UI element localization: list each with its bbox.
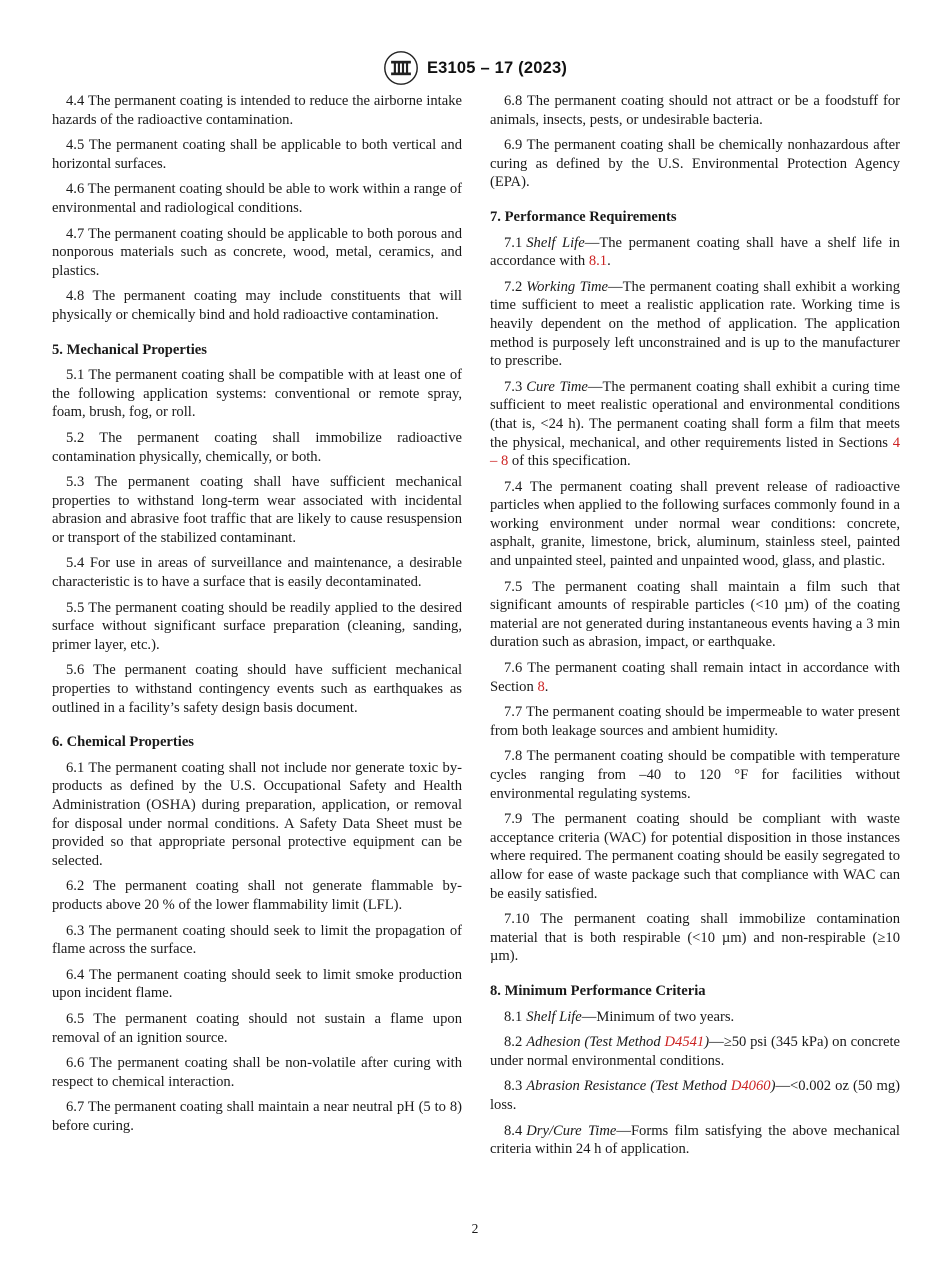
paragraph-6-7: 6.7 The permanent coating shall maintain a near neutral pH (5 to 8) before curing. [52,1099,462,1134]
paragraph-5-5: 5.5 The permanent coating should be readily applied to the desired surface without significant surface preparation (cleaning, sanding, primer layer, etc.). [52,599,462,653]
term: Dry/Cure Time [526,1122,617,1139]
paragraph-4-6: 4.6 The permanent coating should be able to work within a range of environmental and radiological conditions. [52,181,462,216]
term [526,1078,775,1094]
paragraph-text: —The permanent coating shall exhibit a curing time sufficient to meet realistic operational and environmental conditions (that is, <24 h). The permanent coating shall form a film that meets the physical, mechanical, and other requirements listed in Sections [490,378,900,451]
paragraph-text-end: of this specification. [508,453,631,470]
paragraph-6-9: 6.9 The permanent coating shall be chemically nonhazardous after curing as defined by the U.S. Environmental Protection Agency (EPA). [490,137,900,191]
paragraph-5-2: 5.2 The permanent coating shall immobilize radioactive contamination physically, chemically, or both. [52,429,462,465]
paragraph-6-4: 6.4 The permanent coating should seek to limit smoke production upon incident flame. [52,966,462,1002]
right-column [490,92,900,1166]
paragraph-text: —Forms film satisfying the above mechanical criteria within 24 h of application. [490,1122,900,1158]
paragraph-text: —≥50 psi (345 kPa) on concrete under normal environmental conditions. [490,1034,901,1069]
paragraph-7-5: 7.5 The permanent coating shall maintain a film such that significant amounts of respirable particles (<10 µm) of the coating material are not generated during instantaneous events having a 3 min duration such as abrasion, impact, or earthquake. [490,578,900,651]
page-number: 2 [471,1221,479,1236]
paragraph-number: 7.2 [504,278,523,295]
term: Shelf Life [526,1008,582,1025]
paragraph-number: 8.4 [504,1122,523,1139]
paragraph-text: 7.6 The permanent coating shall remain intact in accordance with Section [490,660,900,695]
term-text: Abrasion Resistance (Test Method [526,1078,731,1095]
paragraph-7-1 [490,234,900,271]
paragraph-8-2 [490,1033,900,1070]
term-text-end: ) [770,1078,776,1095]
standard-designation: E3105 – 17 (2023) [426,58,568,77]
term: Shelf Life [526,234,585,251]
section-link-8[interactable]: 8 [537,678,545,695]
paragraph-5-6: 5.6 The permanent coating should have sufficient mechanical properties to withstand contingency events such as earthquakes as outlined in a facility’s safety design basis document. [52,662,462,716]
paragraph-6-3: 6.3 The permanent coating should seek to limit the propagation of flame across the surface. [52,922,462,958]
paragraph-4-7: 4.7 The permanent coating should be applicable to both porous and nonporous materials such as concrete, wood, metal, ceramics, and plastics. [52,225,462,279]
section-link-8-1[interactable]: 8.1 [588,253,608,270]
paragraph-text: —Minimum of two years. [581,1008,735,1025]
paragraph-7-8: 7.8 The permanent coating should be compatible with temperature cycles ranging from –40 to 120 °F for facilities without environmental regulating systems. [490,748,900,802]
paragraph-8-3 [490,1077,900,1114]
paragraph-text: —The permanent coating shall exhibit a working time sufficient to meet a realistic application rate. Working time is heavily dependent on the method of application. The application method is purposely left unconstrained and is up to the manufacturer to prescribe. [490,278,900,370]
paragraph-number: 7.3 [504,378,523,395]
paragraph-6-6: 6.6 The permanent coating shall be non-volatile after curing with respect to chemical interaction. [52,1055,462,1090]
section-8-heading: 8. Minimum Performance Criteria [490,982,706,999]
paragraph-5-3: 5.3 The permanent coating shall have sufficient mechanical properties to withstand long-term wear associated with incidental abrasion and abrasive foot traffic that are likely to cause resuspension or transport of the stabilized contaminant. [52,474,462,546]
astm-logo-icon [383,50,419,86]
paragraph-4-4: 4.4 The permanent coating is intended to reduce the airborne intake hazards of the radioactive contamination. [52,93,462,128]
term-text: Adhesion (Test Method [526,1034,665,1051]
paragraph-4-8: 4.8 The permanent coating may include constituents that will physically or chemically bind and hold radioactive contamination. [52,288,462,323]
paragraph-6-5: 6.5 The permanent coating should not sustain a flame upon removal of an ignition source. [52,1010,462,1046]
paragraph-7-7: 7.7 The permanent coating should be impermeable to water present from both leakage sources and ambient humidity. [490,704,900,739]
term [526,1034,709,1050]
paragraph-7-10: 7.10 The permanent coating shall immobilize contamination material that is both respirable (<10 µm) and non-respirable (≥10 µm). [490,911,900,965]
paragraph-number: 8.1 [504,1008,523,1025]
left-column [52,92,462,1143]
paragraph-text-end: . [607,253,611,270]
page-header [0,48,950,88]
paragraph-5-1: 5.1 The permanent coating shall be compatible with at least one of the following application systems: conventional or remote spray, foam, brush, fog, or roll. [52,367,462,421]
standard-link-d4060[interactable]: D4060 [730,1078,771,1095]
paragraph-7-6 [490,659,900,696]
paragraph-6-8: 6.8 The permanent coating should not attract or be a foodstuff for animals, insects, pests, or undesirable bacteria. [490,93,900,128]
section-6-heading: 6. Chemical Properties [52,734,194,751]
section-link-4-8[interactable]: 4 – 8 [490,434,900,470]
paragraph-6-2: 6.2 The permanent coating shall not generate flammable by-products above 20 % of the lower flammability limit (LFL). [52,878,462,913]
paragraph-text: —<0.002 oz (50 mg) loss. [490,1078,900,1113]
paragraph-4-5: 4.5 The permanent coating shall be applicable to both vertical and horizontal surfaces. [52,137,462,172]
paragraph-number: 7.1 [504,234,523,251]
paragraph-8-1 [490,1008,900,1027]
paragraph-7-9: 7.9 The permanent coating should be compliant with waste acceptance criteria (WAC) for potential disposition in those instances where required. The permanent coating should be easily segregated to allow for ease of waste package such that compliance with WAC can be easily satisfied. [490,811,900,902]
term: Cure Time [526,378,588,395]
standard-link-d4541[interactable]: D4541 [664,1034,705,1051]
term: Working Time [526,278,609,295]
paragraph-text-end: . [544,678,549,695]
term-text-end: ) [704,1034,710,1051]
paragraph-number: 8.3 [504,1078,523,1095]
paragraph-5-4: 5.4 For use in areas of surveillance and maintenance, a desirable characteristic is to have a surface that is easily decontaminated. [52,555,462,591]
paragraph-number: 8.2 [504,1034,523,1051]
paragraph-text: —The permanent coating shall have a shelf life in accordance with [490,234,900,270]
paragraph-8-4 [490,1122,900,1159]
paragraph-6-1: 6.1 The permanent coating shall not include nor generate toxic by-products as defined by the U.S. Occupational Safety and Health Administration (OSHA) during preparation, application, or removal for disposal under normal conditions. A Safety Data Sheet must be provided so that appropriate personal protective equipment can be selected. [52,759,462,869]
section-7-heading: 7. Performance Requirements [490,208,677,225]
paragraph-7-3 [490,378,900,471]
paragraph-7-2 [490,278,900,371]
section-5-heading: 5. Mechanical Properties [52,341,207,358]
paragraph-7-4: 7.4 The permanent coating shall prevent release of radioactive particles when applied to the following surfaces commonly found in a working environment under normal wear conditions: concrete, asphalt, granite, limestone, brick, aluminum, stainless steel, painted and unpainted steel, painted and unpainted wood, glass, and plastic. [490,478,900,570]
